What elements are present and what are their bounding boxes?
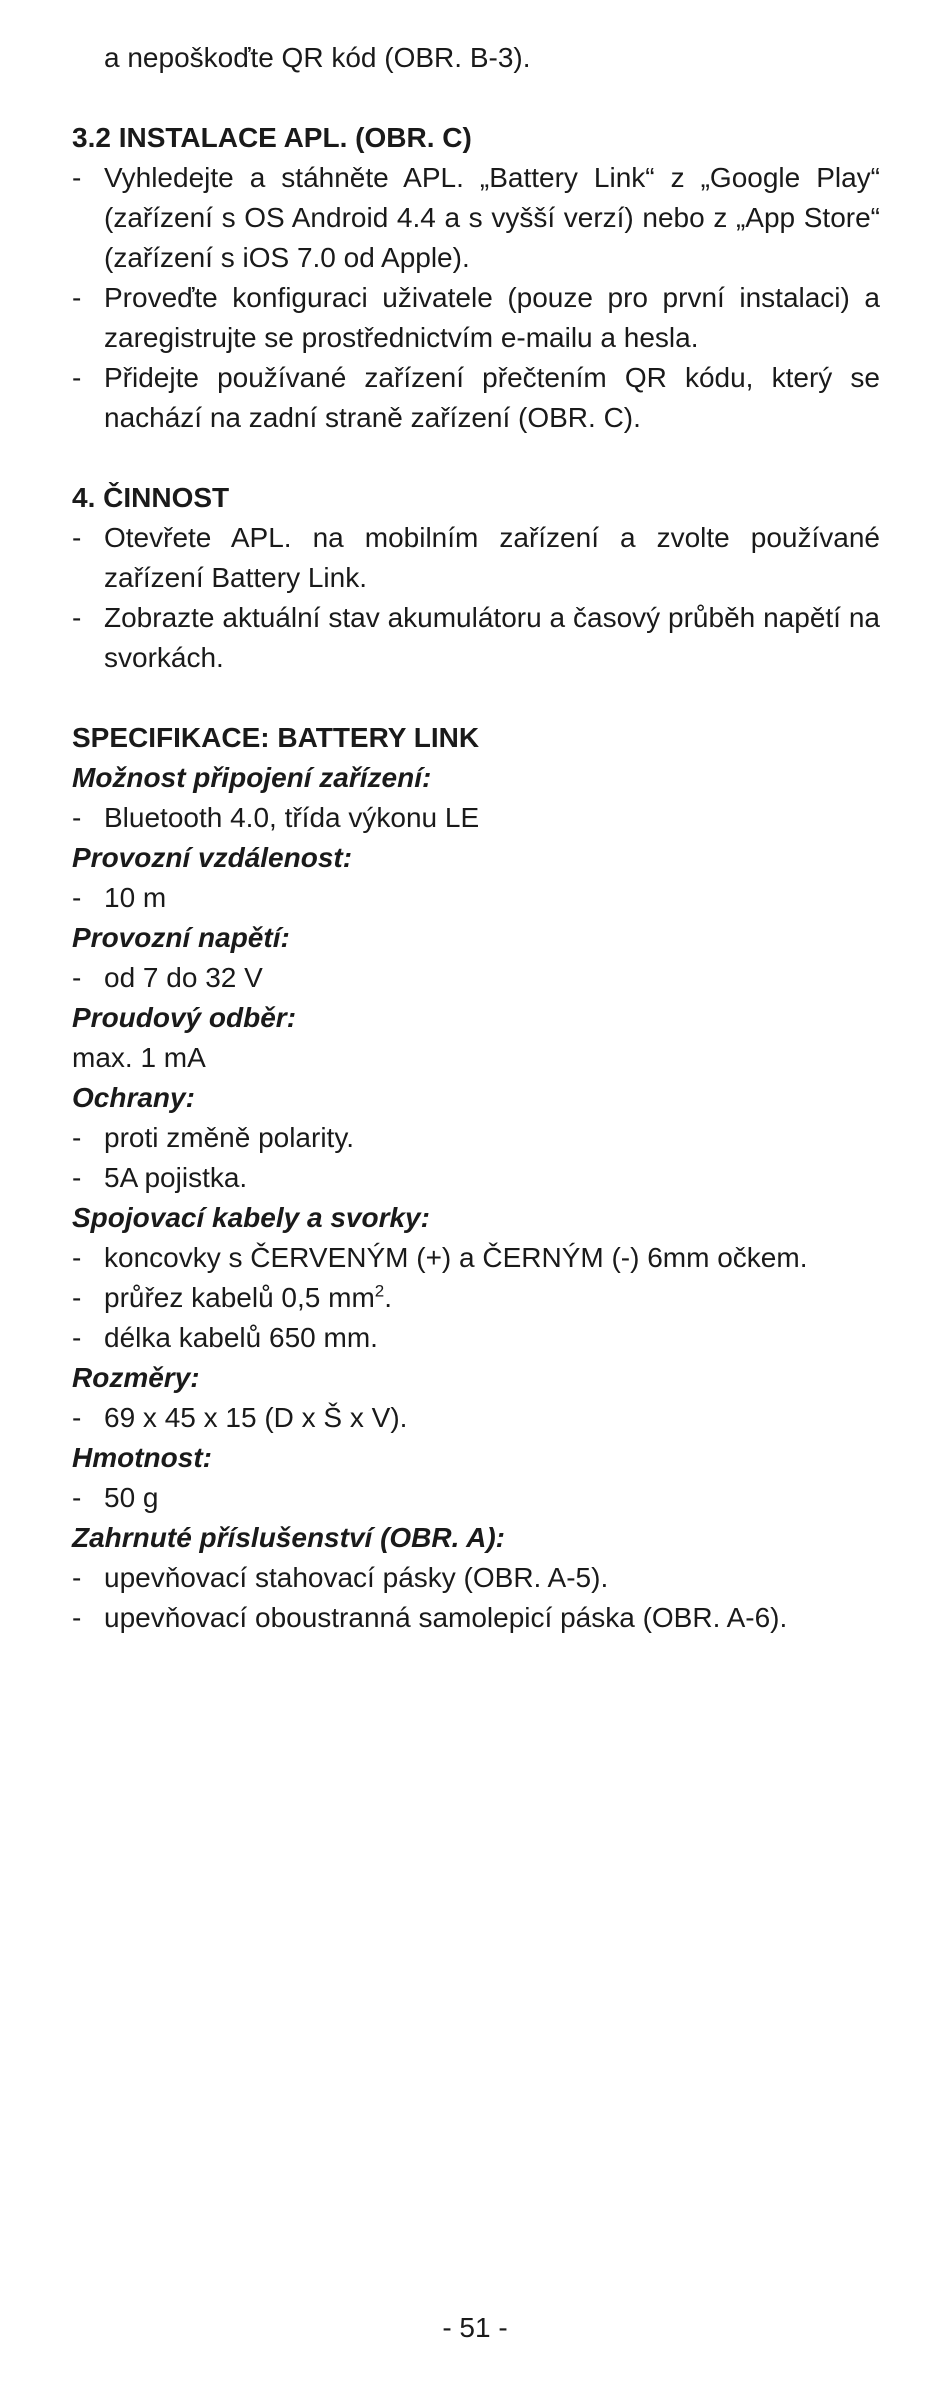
list-dash: -: [72, 522, 82, 553]
list-item: [72, 798, 880, 838]
list-item-text: průřez kabelů 0,5 mm: [104, 1282, 375, 1313]
list-dash: -: [72, 962, 82, 993]
spec-label-weight: Hmotnost:: [72, 1442, 212, 1473]
list-dash: -: [72, 1242, 82, 1273]
list-item: [72, 358, 880, 438]
list-dash: -: [72, 1322, 82, 1353]
list-item-text: od 7 do 32 V: [104, 962, 263, 993]
list-item-text: Přidejte používané zařízení přečtením QR kódu, který se nachází na zadní straně zařízení (OBR. C).: [104, 362, 880, 433]
list-dash: -: [72, 362, 82, 393]
spec-label-connectivity: Možnost připojení zařízení:: [72, 762, 432, 793]
list-dash: -: [72, 882, 82, 913]
list-dash: -: [72, 1162, 82, 1193]
section-install-heading: 3.2 INSTALACE APL. (OBR. C): [72, 122, 472, 153]
list-item-text: délka kabelů 650 mm.: [104, 1322, 378, 1353]
list-item: [72, 878, 880, 918]
list-dash: -: [72, 1282, 82, 1313]
list-item-text: 69 x 45 x 15 (D x Š x V).: [104, 1402, 408, 1433]
list-dash: -: [72, 1402, 82, 1433]
list-item-text: Bluetooth 4.0, třída výkonu LE: [104, 802, 480, 833]
spec-label-accessories: Zahrnuté příslušenství (OBR. A):: [72, 1522, 506, 1553]
spec-label-current: Proudový odběr:: [72, 1002, 297, 1033]
install-steps-list: [72, 158, 880, 438]
section-specs: [72, 718, 880, 1638]
list-item: [72, 1278, 880, 1318]
continuation-text: a nepoškoďte QR kód (OBR. B-3).: [104, 42, 531, 73]
list-dash: -: [72, 282, 82, 313]
spec-label-voltage: Provozní napětí:: [72, 922, 290, 953]
list-item-text: Zobrazte aktuální stav akumulátoru a časový průběh napětí na svorkách.: [104, 602, 880, 673]
list-item-text: upevňovací oboustranná samolepicí páska (OBR. A-6).: [104, 1602, 788, 1633]
spec-label-dimensions: Rozměry:: [72, 1362, 200, 1393]
list-item: [72, 1478, 880, 1518]
operation-steps-list: [72, 518, 880, 678]
list-item: [72, 958, 880, 998]
list-dash: -: [72, 1122, 82, 1153]
list-item: [72, 1318, 880, 1358]
list-dash: -: [72, 1482, 82, 1513]
list-item: [72, 1398, 880, 1438]
list-dash: -: [72, 162, 82, 193]
list-item-text: upevňovací stahovací pásky (OBR. A-5).: [104, 1562, 609, 1593]
specs-heading: SPECIFIKACE: BATTERY LINK: [72, 722, 480, 753]
list-item-text: Vyhledejte a stáhněte APL. „Battery Link“ z „Google Play“ (zařízení s OS Android 4.4 a s vyšší verzí) nebo z „App Store“ (zařízení s iOS 7.0 od Apple).: [104, 162, 880, 273]
list-item: [72, 278, 880, 358]
section-operation: [72, 478, 880, 678]
list-item-text: Proveďte konfiguraci uživatele (pouze pro první instalaci) a zaregistrujte se prostřednictvím e-mailu a hesla.: [104, 282, 880, 353]
page-number: - 51 -: [442, 2312, 508, 2343]
list-item: [72, 518, 880, 598]
list-item-text: proti změně polarity.: [104, 1122, 355, 1153]
spec-value-current: max. 1 mA: [72, 1042, 206, 1073]
list-item-text: Otevřete APL. na mobilním zařízení a zvolte používané zařízení Battery Link.: [104, 522, 880, 593]
list-item-text: 5A pojistka.: [104, 1162, 248, 1193]
list-item: [72, 1598, 880, 1638]
list-item: [72, 598, 880, 678]
list-dash: -: [72, 1602, 82, 1633]
section-operation-heading: 4. ČINNOST: [72, 482, 230, 513]
superscript-two: 2: [374, 1281, 385, 1301]
list-item-text: 50 g: [104, 1482, 159, 1513]
document-page: [72, 38, 880, 1638]
spec-label-range: Provozní vzdálenost:: [72, 842, 353, 873]
list-item: [72, 1238, 880, 1278]
list-dash: -: [72, 602, 82, 633]
list-item-text: koncovky s ČERVENÝM (+) a ČERNÝM (-) 6mm očkem.: [104, 1242, 808, 1273]
spec-label-cables: Spojovací kabely a svorky:: [72, 1202, 430, 1233]
list-dash: -: [72, 802, 82, 833]
list-item: [72, 158, 880, 278]
section-install: [72, 118, 880, 438]
list-item: [72, 1158, 880, 1198]
list-dash: -: [72, 1562, 82, 1593]
list-item: [72, 1558, 880, 1598]
list-item-text-suffix: .: [384, 1282, 393, 1313]
spec-label-protection: Ochrany:: [72, 1082, 195, 1113]
list-item: [72, 1118, 880, 1158]
list-item-text: 10 m: [104, 882, 167, 913]
